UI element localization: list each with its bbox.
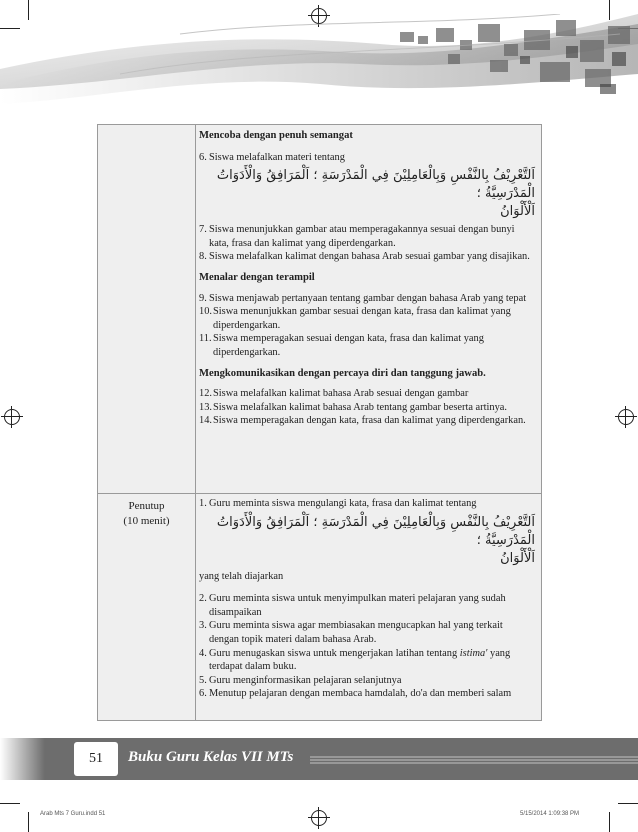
activity-cell-upper (199, 129, 535, 428)
phase-label-cell (98, 499, 195, 529)
paragraph: yang telah diajarkan (199, 570, 284, 582)
list-item: 10. Siswa menunjukkan gambar sesuai dengan kata, frasa dan kalimat yang diperdengarkan. (199, 306, 511, 331)
arabic-text: اَلْأَلْوَانُ (500, 550, 535, 566)
crop-mark (609, 812, 610, 832)
slug-left: Arab Mts 7 Guru.indd 51 (40, 811, 106, 817)
registration-mark-icon (4, 409, 20, 425)
list-item: 2. Guru meminta siswa untuk menyimpulkan materi pelajaran yang sudah disampaikan (199, 593, 506, 618)
crop-mark (28, 812, 29, 832)
list-item: 7. Siswa menunjukkan gambar atau memperagakannya sesuai dengan bunyi kata, frasa dan kalimat yang diperdengarkan. (199, 224, 515, 249)
header-wave-graphic (0, 14, 638, 114)
arabic-text: اَلتَّعْرِيْفُ بِالنَّفْسِ وَبِالْعَامِلِيْنَ فِي الْمَدْرَسَةِ ؛ اَلْمَرَافِقُ وَالْأَدَوَاتُ الْمَدْرَسِيَّةُ ؛ (216, 514, 535, 548)
arabic-text: اَلْأَلْوَانُ (500, 204, 535, 220)
section-heading-mengkomunikasikan: Mengkomunikasikan dengan percaya diri dan tanggung jawab. (199, 367, 486, 379)
list-item: 9. Siswa menjawab pertanyaan tentang gambar dengan bahasa Arab yang tepat (199, 292, 527, 304)
slug-right: 5/15/2014 1:09:38 PM (520, 811, 580, 817)
list-item: 14. Siswa memperagakan dengan kata, frasa dan kalimat yang diperdengarkan. (199, 415, 526, 427)
section-heading-mencoba: Mencoba dengan penuh semangat (199, 130, 353, 141)
registration-mark-icon (311, 810, 327, 826)
list-item: 13. Siswa melafalkan kalimat bahasa Arab tentang gambar beserta artinya. (199, 401, 507, 413)
arabic-text: اَلتَّعْرِيْفُ بِالنَّفْسِ وَبِالْعَامِلِيْنَ فِي الْمَدْرَسَةِ ؛ اَلْمَرَافِقُ وَالْأَدَوَاتُ الْمَدْرَسِيَّةُ ؛ (216, 168, 535, 202)
list-item: 12. Siswa melafalkan kalimat bahasa Arab sesuai dengan gambar (199, 388, 469, 400)
list-item: 1. Guru meminta siswa mengulangi kata, frasa dan kalimat tentang (199, 498, 477, 509)
registration-mark-icon (618, 409, 634, 425)
row-divider (98, 493, 541, 494)
crop-mark (0, 803, 20, 804)
section-heading-menalar: Menalar dengan terampil (199, 271, 315, 283)
list-item: 3. Guru meminta siswa agar membiasakan mengucapkan hal yang terkait dengan topik materi dalam bahasa Arab. (199, 620, 503, 645)
list-item: 6. Siswa melafalkan materi tentang (199, 151, 345, 163)
footer-title: Buku Guru Kelas VII MTs (128, 749, 294, 765)
list-item: 5. Guru menginformasikan pelajaran selanjutnya (199, 674, 402, 686)
list-item: 8. Siswa melafalkan kalimat dengan bahasa Arab sesuai gambar yang disajikan. (199, 251, 530, 263)
list-item: 4. Guru menugaskan siswa untuk mengerjakan latihan tentang istima' yang terdapat dalam buku. (199, 647, 511, 673)
list-item: 6. Menutup pelajaran dengan membaca hamdalah, do'a dan memberi salam (199, 688, 512, 700)
list-item: 11. Siswa memperagakan sesuai dengan kata, frasa dan kalimat yang diperdengarkan. (199, 333, 484, 358)
italic-term: istima' (459, 647, 488, 659)
column-divider (195, 125, 196, 720)
header-decoration (0, 14, 638, 114)
lesson-table (97, 124, 542, 721)
phase-duration: (10 menit) (123, 515, 170, 527)
phase-label: Penutup (128, 500, 165, 512)
crop-mark (618, 803, 638, 804)
page-number: 51 (74, 742, 118, 776)
activity-cell-penutup (199, 497, 535, 701)
